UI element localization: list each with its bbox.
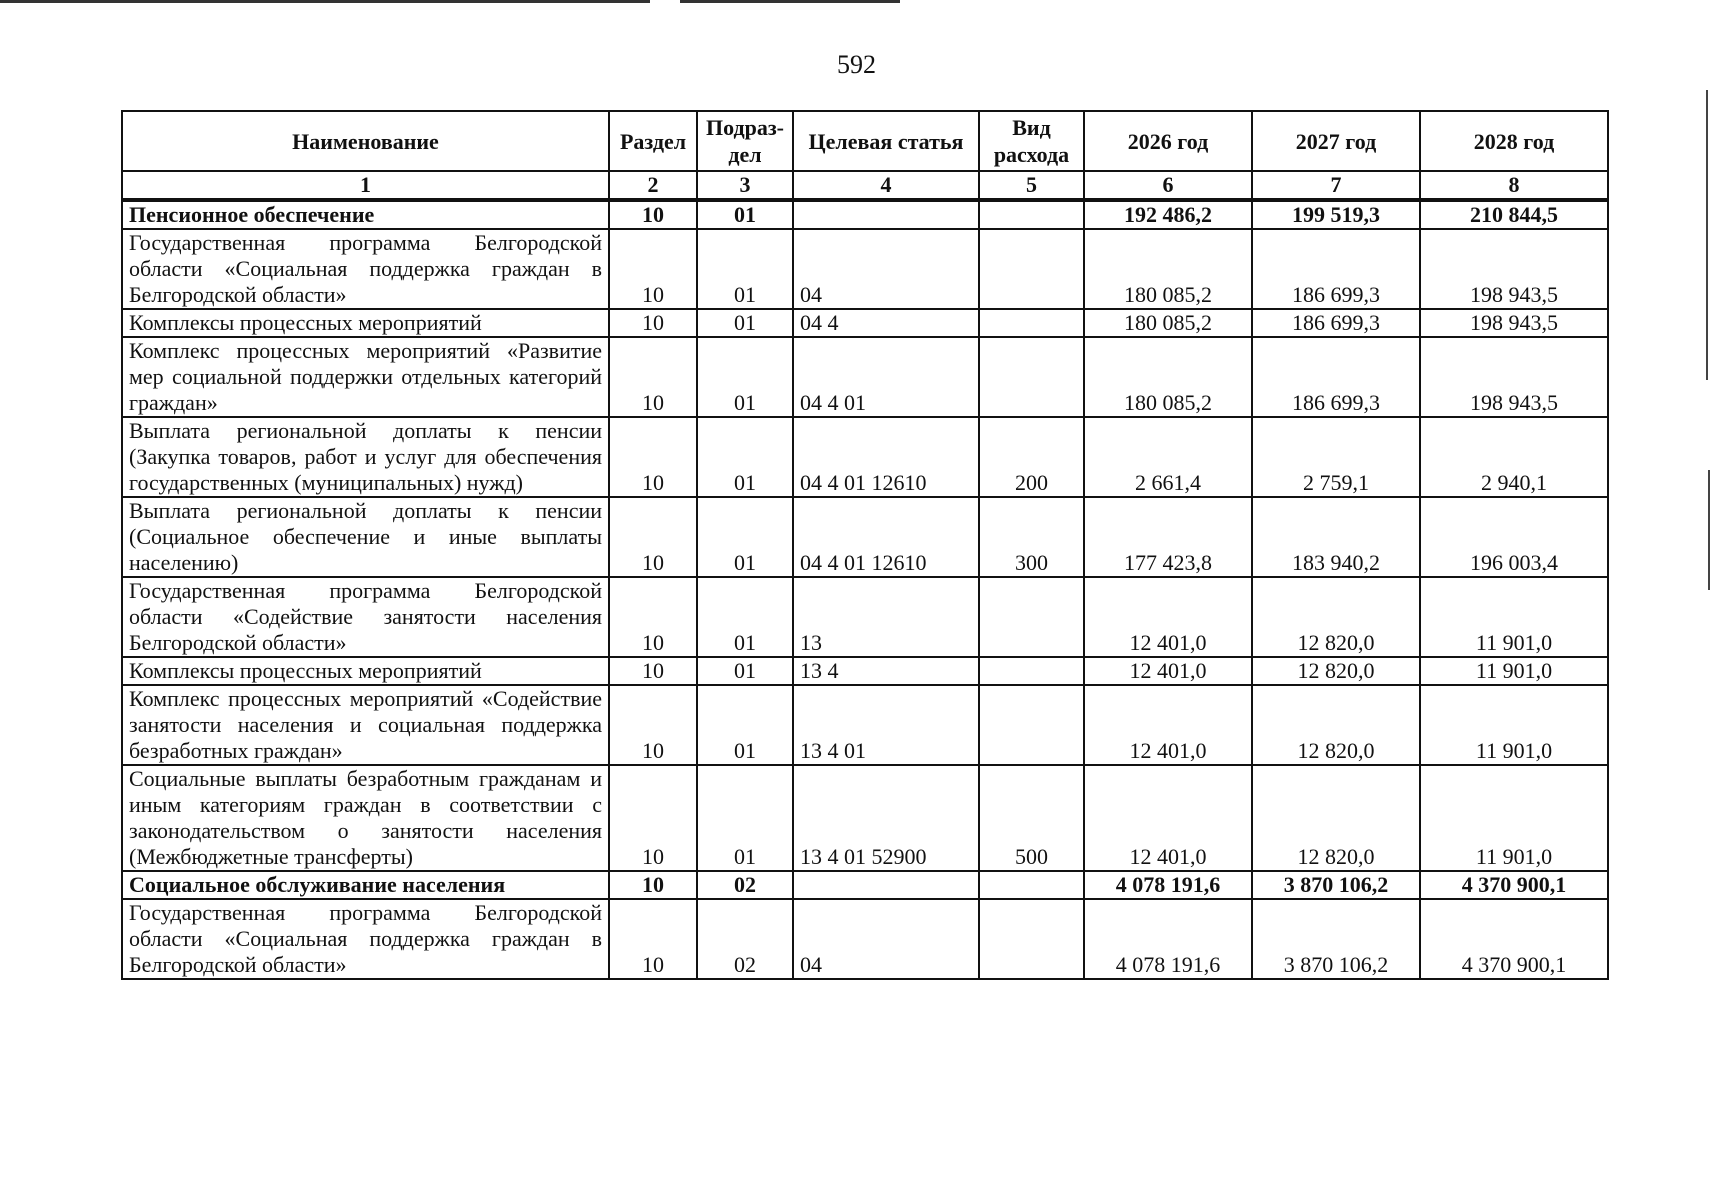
header-year-2028: 2028 год <box>1420 111 1608 171</box>
row-subsection: 01 <box>697 497 793 577</box>
row-amount-2028: 4 370 900,1 <box>1420 871 1608 899</box>
header-kind: Вид расхода <box>979 111 1084 171</box>
row-target: 04 <box>793 899 979 979</box>
table-header <box>122 111 1608 171</box>
row-name: Комплексы процессных мероприятий <box>122 309 609 337</box>
row-target <box>793 871 979 899</box>
row-amount-2027: 12 820,0 <box>1252 577 1420 657</box>
row-amount-2028: 210 844,5 <box>1420 200 1608 229</box>
row-amount-2026: 12 401,0 <box>1084 685 1252 765</box>
row-kind <box>979 309 1084 337</box>
row-target: 04 4 01 12610 <box>793 417 979 497</box>
row-section: 10 <box>609 577 697 657</box>
row-name: Комплекс процессных мероприятий «Содействие занятости населения и социальная поддержка безработных граждан» <box>122 685 609 765</box>
row-name: Социальные выплаты безработным гражданам и иным категориям граждан в соответствии с законодательством о занятости населения (Межбюджетные трансферты) <box>122 765 609 871</box>
header-subsection: Подраз-дел <box>697 111 793 171</box>
table-row <box>122 899 1608 979</box>
row-section: 10 <box>609 229 697 309</box>
row-target: 13 <box>793 577 979 657</box>
row-amount-2028: 2 940,1 <box>1420 417 1608 497</box>
row-section: 10 <box>609 685 697 765</box>
row-section: 10 <box>609 657 697 685</box>
row-subsection: 01 <box>697 200 793 229</box>
row-amount-2028: 11 901,0 <box>1420 765 1608 871</box>
table-row <box>122 577 1608 657</box>
header-name: Наименование <box>122 111 609 171</box>
row-amount-2027: 183 940,2 <box>1252 497 1420 577</box>
row-kind <box>979 337 1084 417</box>
row-name: Социальное обслуживание населения <box>122 871 609 899</box>
row-section: 10 <box>609 337 697 417</box>
row-target: 13 4 01 <box>793 685 979 765</box>
row-target: 04 <box>793 229 979 309</box>
row-kind: 500 <box>979 765 1084 871</box>
row-target: 04 4 01 12610 <box>793 497 979 577</box>
header-year-2027: 2027 год <box>1252 111 1420 171</box>
column-number-row <box>122 171 1608 200</box>
row-target: 04 4 01 <box>793 337 979 417</box>
row-kind <box>979 577 1084 657</box>
table-row <box>122 229 1608 309</box>
column-number: 7 <box>1252 171 1420 200</box>
row-amount-2028: 11 901,0 <box>1420 657 1608 685</box>
row-subsection: 02 <box>697 899 793 979</box>
row-section: 10 <box>609 899 697 979</box>
budget-table <box>121 110 1609 980</box>
row-section: 10 <box>609 871 697 899</box>
row-name: Выплата региональной доплаты к пенсии (Закупка товаров, работ и услуг для обеспечения государственных (муниципальных) нужд) <box>122 417 609 497</box>
scan-edge-line <box>0 0 650 3</box>
row-amount-2028: 198 943,5 <box>1420 229 1608 309</box>
row-target <box>793 200 979 229</box>
column-number: 8 <box>1420 171 1608 200</box>
row-subsection: 01 <box>697 685 793 765</box>
row-amount-2026: 2 661,4 <box>1084 417 1252 497</box>
row-amount-2028: 198 943,5 <box>1420 309 1608 337</box>
row-name: Государственная программа Белгородской области «Социальная поддержка граждан в Белгородской области» <box>122 229 609 309</box>
table-row <box>122 417 1608 497</box>
row-name: Комплекс процессных мероприятий «Развитие мер социальной поддержки отдельных категорий граждан» <box>122 337 609 417</box>
row-name: Комплексы процессных мероприятий <box>122 657 609 685</box>
column-number: 2 <box>609 171 697 200</box>
row-name: Государственная программа Белгородской области «Содействие занятости населения Белгородской области» <box>122 577 609 657</box>
row-target: 13 4 01 52900 <box>793 765 979 871</box>
header-target: Целевая статья <box>793 111 979 171</box>
row-kind <box>979 200 1084 229</box>
table-row <box>122 309 1608 337</box>
row-amount-2027: 186 699,3 <box>1252 229 1420 309</box>
table-row <box>122 200 1608 229</box>
row-subsection: 01 <box>697 657 793 685</box>
row-amount-2027: 186 699,3 <box>1252 309 1420 337</box>
table-row <box>122 685 1608 765</box>
column-number: 1 <box>122 171 609 200</box>
row-amount-2028: 11 901,0 <box>1420 685 1608 765</box>
table-row <box>122 871 1608 899</box>
header-year-2026: 2026 год <box>1084 111 1252 171</box>
row-amount-2027: 12 820,0 <box>1252 657 1420 685</box>
table-row <box>122 337 1608 417</box>
row-amount-2027: 3 870 106,2 <box>1252 899 1420 979</box>
row-subsection: 01 <box>697 417 793 497</box>
row-subsection: 01 <box>697 229 793 309</box>
row-name: Выплата региональной доплаты к пенсии (Социальное обеспечение и иные выплаты населению) <box>122 497 609 577</box>
row-subsection: 01 <box>697 309 793 337</box>
column-number: 6 <box>1084 171 1252 200</box>
row-target: 13 4 <box>793 657 979 685</box>
column-number: 3 <box>697 171 793 200</box>
row-section: 10 <box>609 417 697 497</box>
row-subsection: 01 <box>697 765 793 871</box>
row-subsection: 01 <box>697 577 793 657</box>
row-amount-2026: 180 085,2 <box>1084 337 1252 417</box>
row-amount-2027: 2 759,1 <box>1252 417 1420 497</box>
row-amount-2027: 12 820,0 <box>1252 685 1420 765</box>
row-amount-2026: 12 401,0 <box>1084 765 1252 871</box>
scan-edge-mark <box>1706 90 1708 380</box>
row-amount-2026: 4 078 191,6 <box>1084 899 1252 979</box>
row-amount-2027: 12 820,0 <box>1252 765 1420 871</box>
row-subsection: 01 <box>697 337 793 417</box>
row-amount-2026: 180 085,2 <box>1084 309 1252 337</box>
column-number: 4 <box>793 171 979 200</box>
row-amount-2026: 177 423,8 <box>1084 497 1252 577</box>
row-kind <box>979 685 1084 765</box>
row-amount-2026: 180 085,2 <box>1084 229 1252 309</box>
row-amount-2026: 4 078 191,6 <box>1084 871 1252 899</box>
table-row <box>122 657 1608 685</box>
row-amount-2027: 186 699,3 <box>1252 337 1420 417</box>
row-section: 10 <box>609 200 697 229</box>
row-amount-2028: 196 003,4 <box>1420 497 1608 577</box>
row-amount-2028: 4 370 900,1 <box>1420 899 1608 979</box>
scan-edge-mark <box>1708 470 1710 590</box>
row-amount-2028: 11 901,0 <box>1420 577 1608 657</box>
row-subsection: 02 <box>697 871 793 899</box>
row-name: Государственная программа Белгородской области «Социальная поддержка граждан в Белгородской области» <box>122 899 609 979</box>
table-row <box>122 765 1608 871</box>
row-target: 04 4 <box>793 309 979 337</box>
row-amount-2028: 198 943,5 <box>1420 337 1608 417</box>
table-row <box>122 497 1608 577</box>
row-section: 10 <box>609 497 697 577</box>
scan-edge-line <box>680 0 900 3</box>
row-amount-2026: 192 486,2 <box>1084 200 1252 229</box>
row-kind <box>979 871 1084 899</box>
page-number: 592 <box>837 50 876 79</box>
row-amount-2026: 12 401,0 <box>1084 657 1252 685</box>
row-section: 10 <box>609 309 697 337</box>
row-kind <box>979 657 1084 685</box>
row-section: 10 <box>609 765 697 871</box>
row-kind <box>979 229 1084 309</box>
row-kind <box>979 899 1084 979</box>
column-number: 5 <box>979 171 1084 200</box>
row-kind: 300 <box>979 497 1084 577</box>
row-kind: 200 <box>979 417 1084 497</box>
row-amount-2027: 199 519,3 <box>1252 200 1420 229</box>
row-name: Пенсионное обеспечение <box>122 200 609 229</box>
row-amount-2027: 3 870 106,2 <box>1252 871 1420 899</box>
header-section: Раздел <box>609 111 697 171</box>
row-amount-2026: 12 401,0 <box>1084 577 1252 657</box>
